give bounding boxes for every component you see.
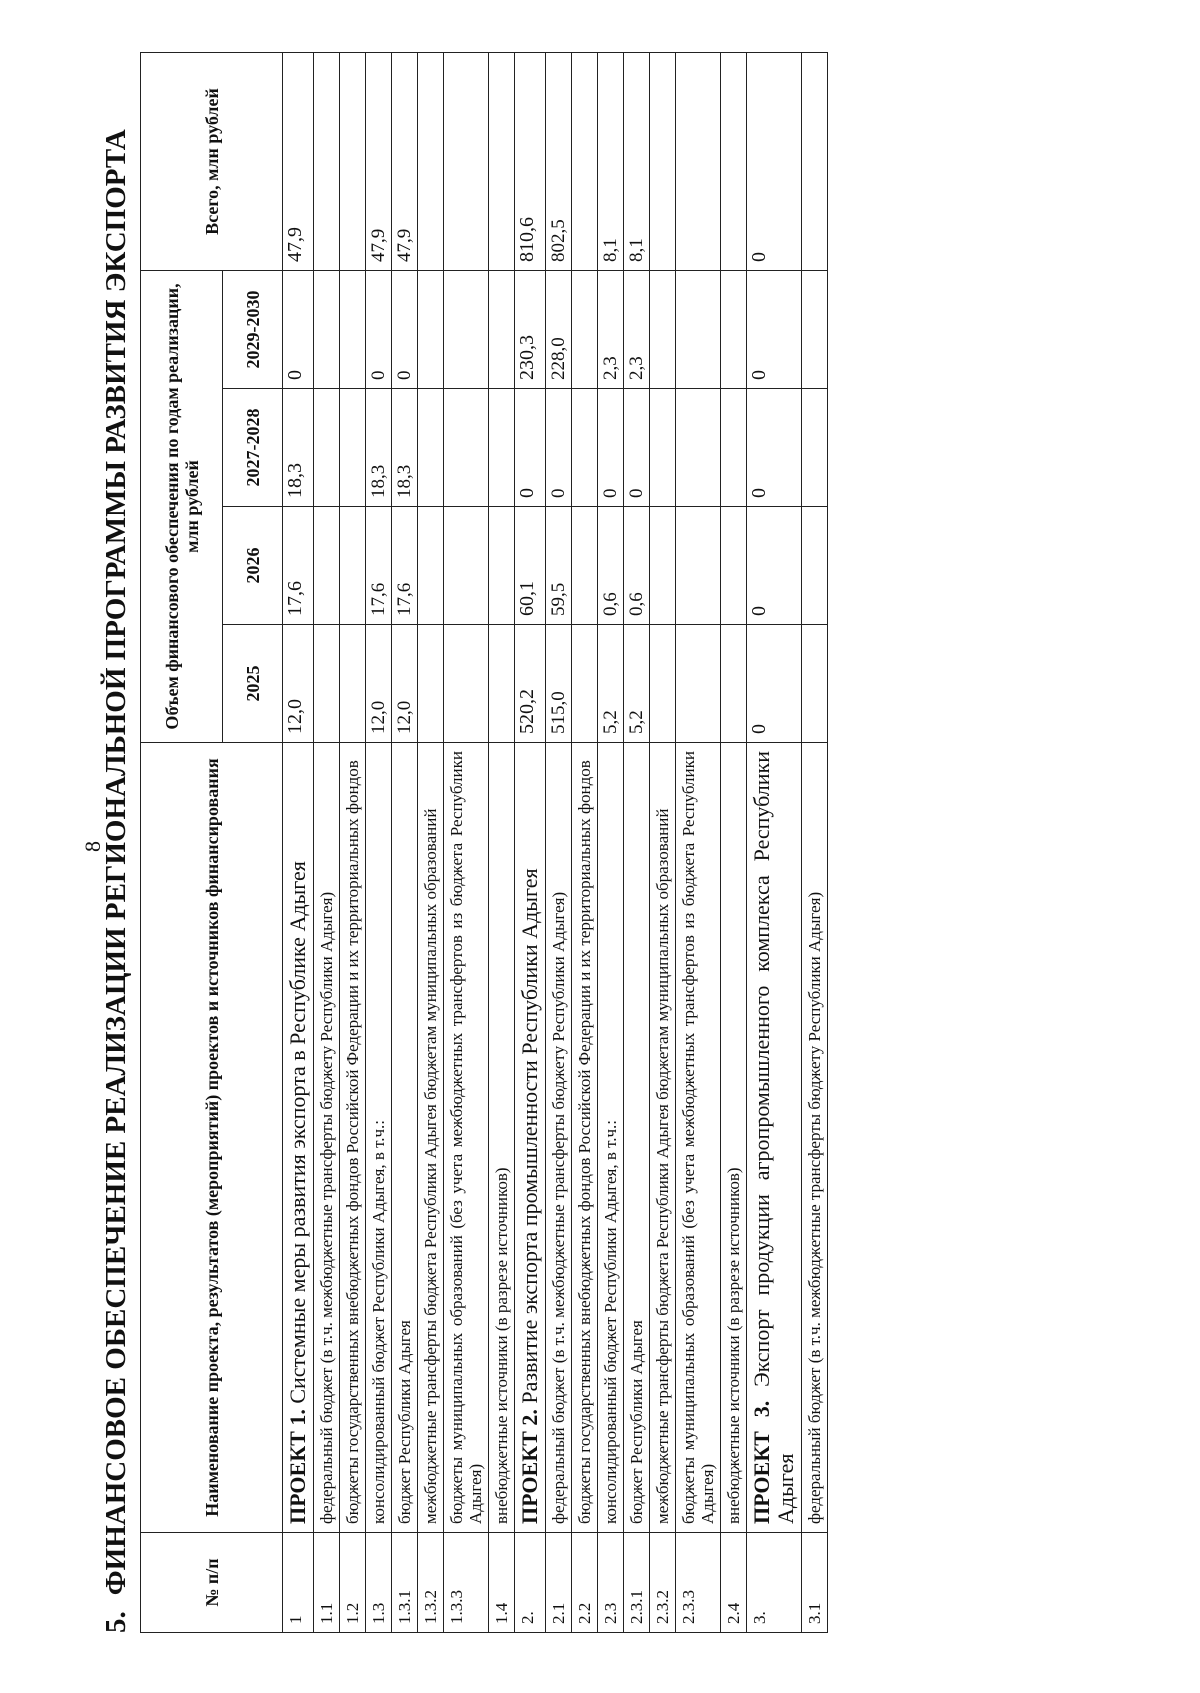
row-name-text: межбюджетные трансферты бюджета Республики Адыгея бюджетам муниципальных образований xyxy=(653,808,672,1524)
section-title: ФИНАНСОВОЕ ОБЕСПЕЧЕНИЕ РЕАЛИЗАЦИИ РЕГИОНАЛЬНОЙ ПРОГРАММЫ РАЗВИТИЯ ЭКСПОРТА xyxy=(100,129,132,1596)
value-2027-2028: 18,3 xyxy=(366,389,392,507)
table-row xyxy=(340,52,366,1632)
value-2025 xyxy=(489,625,515,743)
row-number: 2.3.3 xyxy=(676,1533,721,1633)
project-label: ПРОЕКТ 3. xyxy=(749,1400,774,1524)
value-total xyxy=(676,52,721,270)
value-2029-2030: 228,0 xyxy=(546,270,572,388)
row-number: 2.3.1 xyxy=(624,1533,650,1633)
table-row xyxy=(444,52,489,1632)
table-row xyxy=(314,52,340,1632)
value-total xyxy=(444,52,489,270)
value-2026 xyxy=(489,507,515,625)
table-row xyxy=(572,52,598,1632)
value-total xyxy=(721,52,747,270)
row-number: 1.3 xyxy=(366,1533,392,1633)
row-name xyxy=(366,743,392,1533)
value-2025 xyxy=(314,625,340,743)
value-2029-2030 xyxy=(650,270,676,388)
row-name-text: бюджеты муниципальных образований (без учета межбюджетных трансфертов из бюджета Республики Адыгея) xyxy=(447,751,485,1524)
row-name-text: внебюджетные источники (в разрезе источников) xyxy=(492,1167,511,1524)
header-year-2027-2028: 2027-2028 xyxy=(223,389,283,507)
value-2026 xyxy=(418,507,444,625)
row-name-text: федеральный бюджет (в т.ч. межбюджетные трансферты бюджету Республики Адыгея) xyxy=(805,891,824,1524)
value-2026 xyxy=(572,507,598,625)
table-row xyxy=(366,52,392,1632)
value-2025: 12,0 xyxy=(283,625,314,743)
header-year-2025: 2025 xyxy=(223,625,283,743)
row-name-text: Экспорт продукции агропромышленного комплекса Республики Адыгея xyxy=(749,751,798,1524)
project-label: ПРОЕКТ 1. xyxy=(285,1409,310,1524)
table-row xyxy=(392,52,418,1632)
value-2029-2030 xyxy=(721,270,747,388)
table-row xyxy=(721,52,747,1632)
value-2026 xyxy=(340,507,366,625)
value-total: 47,9 xyxy=(283,52,314,270)
value-2027-2028 xyxy=(444,389,489,507)
value-2027-2028 xyxy=(340,389,366,507)
row-name xyxy=(444,743,489,1533)
row-name xyxy=(314,743,340,1533)
row-name-text: бюджет Республики Адыгея xyxy=(395,1320,414,1524)
header-num: № п/п xyxy=(141,1533,283,1633)
page-number: 8 xyxy=(80,841,105,852)
row-number: 1.4 xyxy=(489,1533,515,1633)
value-2026 xyxy=(802,507,828,625)
row-name xyxy=(747,743,802,1533)
row-name-text: Развитие экспорта промышленности Республики Адыгея xyxy=(517,868,542,1410)
value-2025 xyxy=(340,625,366,743)
value-total xyxy=(650,52,676,270)
table-body xyxy=(283,52,828,1632)
row-name xyxy=(283,743,314,1533)
row-name-text: консолидированный бюджет Республики Адыгея, в т.ч.: xyxy=(369,1119,388,1524)
value-2026 xyxy=(314,507,340,625)
row-name-text: консолидированный бюджет Республики Адыгея, в т.ч.: xyxy=(601,1119,620,1524)
row-name-text: Системные меры развития экспорта в Республике Адыгея xyxy=(285,861,310,1410)
value-2029-2030 xyxy=(802,270,828,388)
table-row xyxy=(546,52,572,1632)
row-name xyxy=(572,743,598,1533)
value-2029-2030: 0 xyxy=(283,270,314,388)
value-2026: 0,6 xyxy=(624,507,650,625)
header-year-2029-2030: 2029-2030 xyxy=(223,270,283,388)
value-2029-2030 xyxy=(418,270,444,388)
value-2025: 5,2 xyxy=(624,625,650,743)
value-2025 xyxy=(676,625,721,743)
value-2029-2030: 2,3 xyxy=(624,270,650,388)
value-2026: 0 xyxy=(747,507,802,625)
value-2025 xyxy=(802,625,828,743)
value-total xyxy=(340,52,366,270)
row-name xyxy=(546,743,572,1533)
table-row xyxy=(489,52,515,1632)
row-name xyxy=(676,743,721,1533)
row-number: 2.4 xyxy=(721,1533,747,1633)
value-2027-2028 xyxy=(650,389,676,507)
value-2027-2028: 0 xyxy=(598,389,624,507)
value-2025: 520,2 xyxy=(515,625,546,743)
row-name xyxy=(418,743,444,1533)
value-2027-2028: 18,3 xyxy=(283,389,314,507)
value-2026 xyxy=(650,507,676,625)
row-name xyxy=(598,743,624,1533)
value-2029-2030 xyxy=(340,270,366,388)
row-number: 2.3.2 xyxy=(650,1533,676,1633)
header-total: Всего, млн рублей xyxy=(141,52,283,270)
value-2026 xyxy=(444,507,489,625)
value-2027-2028 xyxy=(314,389,340,507)
value-2026: 17,6 xyxy=(283,507,314,625)
value-2029-2030 xyxy=(676,270,721,388)
section-number: 5. xyxy=(100,1611,132,1633)
row-name-text: бюджеты государственных внебюджетных фондов Российской Федерации и их территориальных фондов xyxy=(575,760,594,1524)
value-2027-2028 xyxy=(572,389,598,507)
value-2026 xyxy=(676,507,721,625)
row-name xyxy=(624,743,650,1533)
row-number: 1.1 xyxy=(314,1533,340,1633)
project-label: ПРОЕКТ 2. xyxy=(517,1409,542,1524)
value-2025: 0 xyxy=(747,625,802,743)
value-2025 xyxy=(650,625,676,743)
row-name xyxy=(802,743,828,1533)
value-2025: 12,0 xyxy=(366,625,392,743)
row-number: 2.3 xyxy=(598,1533,624,1633)
row-number: 3. xyxy=(747,1533,802,1633)
table-row xyxy=(283,52,314,1632)
financing-table-wrapper xyxy=(140,52,828,1633)
value-total xyxy=(802,52,828,270)
row-number: 2.2 xyxy=(572,1533,598,1633)
value-2027-2028: 0 xyxy=(546,389,572,507)
value-2029-2030 xyxy=(572,270,598,388)
value-2029-2030: 230,3 xyxy=(515,270,546,388)
value-2027-2028 xyxy=(721,389,747,507)
value-total: 8,1 xyxy=(624,52,650,270)
row-name-text: федеральный бюджет (в т.ч. межбюджетные трансферты бюджету Республики Адыгея) xyxy=(317,891,336,1524)
row-number: 1.2 xyxy=(340,1533,366,1633)
value-total: 8,1 xyxy=(598,52,624,270)
row-name xyxy=(489,743,515,1533)
value-2026 xyxy=(721,507,747,625)
table-row xyxy=(747,52,802,1632)
value-2025: 5,2 xyxy=(598,625,624,743)
table-row xyxy=(650,52,676,1632)
value-2026: 17,6 xyxy=(366,507,392,625)
value-2026: 59,5 xyxy=(546,507,572,625)
value-total: 0 xyxy=(747,52,802,270)
value-2029-2030: 0 xyxy=(392,270,418,388)
value-2027-2028 xyxy=(676,389,721,507)
value-total: 802,5 xyxy=(546,52,572,270)
row-number: 1.3.1 xyxy=(392,1533,418,1633)
row-name-text: внебюджетные источники (в разрезе источников) xyxy=(724,1167,743,1524)
row-number: 1.3.2 xyxy=(418,1533,444,1633)
value-2029-2030: 0 xyxy=(366,270,392,388)
value-total xyxy=(314,52,340,270)
value-2027-2028 xyxy=(802,389,828,507)
row-name xyxy=(392,743,418,1533)
row-number: 1.3.3 xyxy=(444,1533,489,1633)
header-volume: Объем финансового обеспечения по годам реализации, млн рублей xyxy=(141,270,223,742)
row-number: 1 xyxy=(283,1533,314,1633)
value-2027-2028 xyxy=(489,389,515,507)
value-total: 47,9 xyxy=(366,52,392,270)
value-2027-2028: 0 xyxy=(515,389,546,507)
value-2029-2030 xyxy=(314,270,340,388)
value-2026: 60,1 xyxy=(515,507,546,625)
row-name xyxy=(340,743,366,1533)
row-name-text: межбюджетные трансферты бюджета Республики Адыгея бюджетам муниципальных образований xyxy=(421,808,440,1524)
value-total: 810,6 xyxy=(515,52,546,270)
value-2026: 17,6 xyxy=(392,507,418,625)
section-heading xyxy=(100,53,133,1633)
value-2025 xyxy=(572,625,598,743)
value-2029-2030 xyxy=(444,270,489,388)
value-total: 47,9 xyxy=(392,52,418,270)
value-2029-2030: 0 xyxy=(747,270,802,388)
value-2027-2028 xyxy=(418,389,444,507)
financing-table xyxy=(140,52,828,1633)
row-number: 2.1 xyxy=(546,1533,572,1633)
row-name-text: бюджеты муниципальных образований (без учета межбюджетных трансфертов из бюджета Республики Адыгея) xyxy=(679,751,717,1524)
header-name: Наименование проекта, результатов (мероприятий) проектов и источников финансирования xyxy=(141,743,283,1533)
row-name xyxy=(721,743,747,1533)
header-year-2026: 2026 xyxy=(223,507,283,625)
value-total xyxy=(489,52,515,270)
row-name-text: федеральный бюджет (в т.ч. межбюджетные трансферты бюджету Республики Адыгея) xyxy=(549,891,568,1524)
value-2027-2028: 18,3 xyxy=(392,389,418,507)
value-2027-2028: 0 xyxy=(624,389,650,507)
value-2025 xyxy=(721,625,747,743)
table-row xyxy=(802,52,828,1632)
table-row xyxy=(676,52,721,1632)
row-number: 3.1 xyxy=(802,1533,828,1633)
row-name-text: бюджеты государственных внебюджетных фондов Российской Федерации и их территориальных фондов xyxy=(343,760,362,1524)
table-row xyxy=(598,52,624,1632)
table-row xyxy=(624,52,650,1632)
value-2027-2028: 0 xyxy=(747,389,802,507)
row-number: 2. xyxy=(515,1533,546,1633)
value-2025: 515,0 xyxy=(546,625,572,743)
value-2029-2030 xyxy=(489,270,515,388)
value-total xyxy=(572,52,598,270)
value-2029-2030: 2,3 xyxy=(598,270,624,388)
row-name xyxy=(515,743,546,1533)
table-row xyxy=(515,52,546,1632)
value-2025 xyxy=(444,625,489,743)
row-name xyxy=(650,743,676,1533)
value-2025: 12,0 xyxy=(392,625,418,743)
value-total xyxy=(418,52,444,270)
value-2026: 0,6 xyxy=(598,507,624,625)
row-name-text: бюджет Республики Адыгея xyxy=(627,1320,646,1524)
table-row xyxy=(418,52,444,1632)
value-2025 xyxy=(418,625,444,743)
